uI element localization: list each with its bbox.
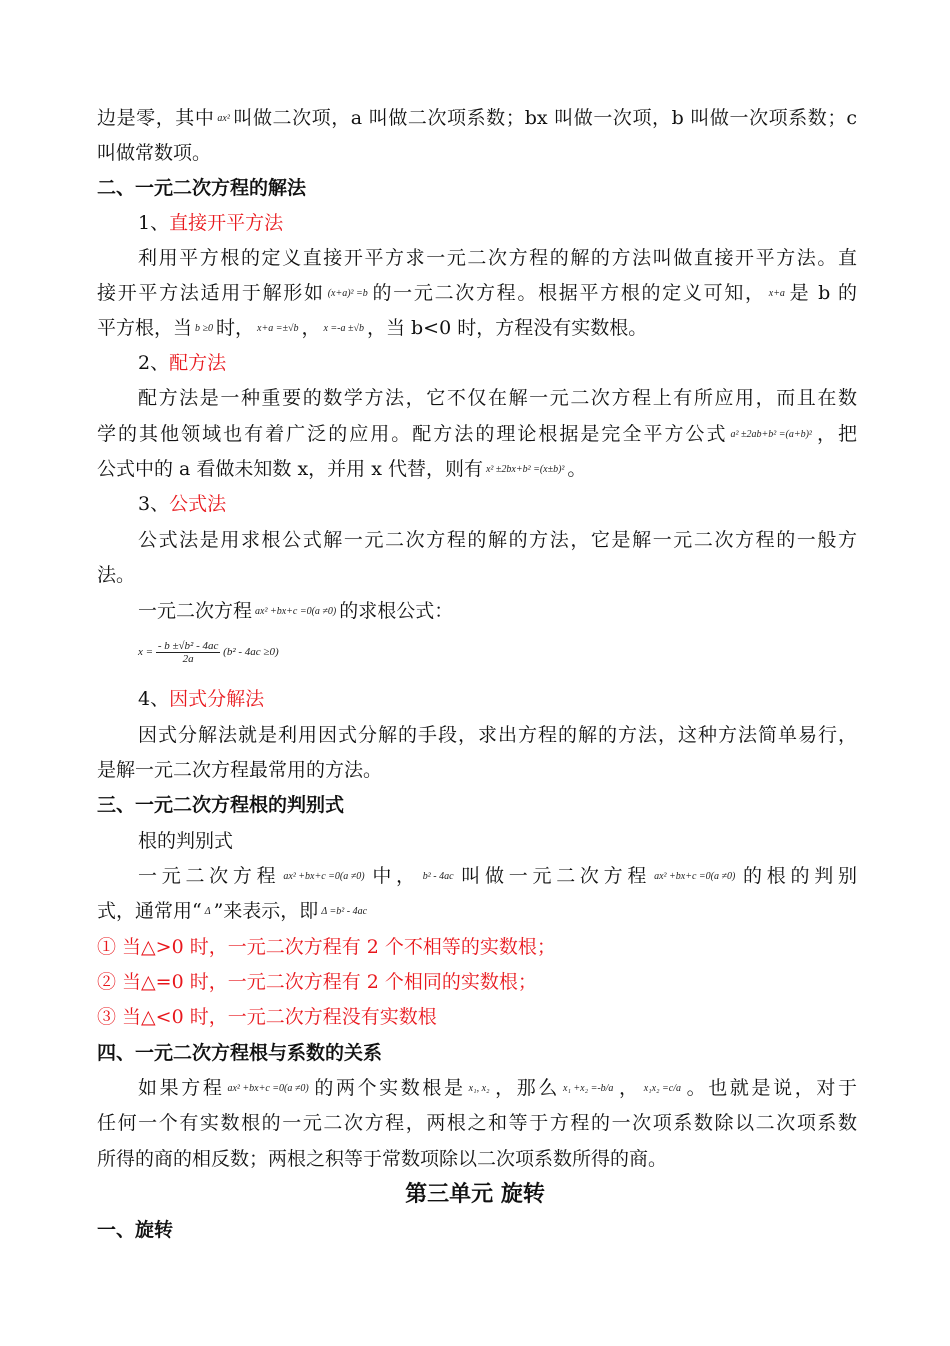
discriminant-case-1: ① 当△>0 时，一元二次方程有 2 个不相等的实数根； [97,936,556,958]
quadratic-formula: x = $\frac{\text{- b ±√b² - 4ac}}{2a}$ (b² - 4ac ≥0) [138,640,279,665]
discriminant-case-2: ② 当△=0 时，一元二次方程有 2 个相同的实数根； [97,971,537,993]
paragraph-line: 利用平方根的定义直接开平方求一元二次方程的解的方法叫做直接开平方法。直 [138,247,857,269]
formula-fraction: $\frac{\text{- b ±√b² - 4ac}}{2a}$ [157,640,219,665]
paragraph-line: 学的其他领域也有着广泛的应用。配方法的理论根据是完全平方公式 a² ±2ab+b² =(a+b)² ，把 [97,423,857,445]
paragraph-line: 任何一个有实数根的一元二次方程，两根之和等于方程的一次项系数除以二次项系数 [97,1112,857,1134]
paragraph-line: 叫做常数项。 [97,142,212,164]
paragraph-line: 边是零，其中 ax² 叫做二次项，a 叫做二次项系数；bx 叫做一次项，b 叫做一次项系数；c [97,105,857,131]
section-heading: 二、一元二次方程的解法 [97,177,307,199]
paragraph-line: 一元二次方程 ax² +bx+c =0(a ≠0) 的求根公式： [138,600,454,622]
paragraph-line: 接开平方法适用于解形如 (x+a)² =b 的一元二次方程。根据平方根的定义可知， x+a 是 b 的 [97,282,857,304]
paragraph-line: 所得的商的相反数；两根之积等于常数项除以二次项系数所得的商。 [97,1148,668,1170]
section-heading: 一、旋转 [97,1219,174,1241]
paragraph-line: 是解一元二次方程最常用的方法。 [97,759,383,781]
subsection-heading: 2、配方法 [138,352,227,374]
paragraph-line: 公式法是用求根公式解一元二次方程的解的方法，它是解一元二次方程的一般方 [138,529,857,551]
section-heading: 三、一元二次方程根的判别式 [97,794,345,816]
subsection-heading: 1、直接开平方法 [138,212,284,234]
paragraph-line: 如果方程 ax² +bx+c =0(a ≠0) 的两个实数根是 x₁, x₂ ，那么 x₁ +x₂ =-b/a ， x₁x₂ =c/a 。也就是说，对于 [138,1077,857,1099]
paragraph-line: 根的判别式 [138,830,234,852]
paragraph-line: 一元二次方程 ax² +bx+c =0(a ≠0) 中， b² - 4ac 叫做一元二次方程 ax² +bx+c =0(a ≠0) 的根的判别 [138,865,857,887]
subsection-heading: 4、因式分解法 [138,688,265,710]
discriminant-case-3: ③ 当△<0 时，一元二次方程没有实数根 [97,1006,437,1028]
paragraph-line: 配方法是一种重要的数学方法，它不仅在解一元二次方程上有所应用，而且在数 [138,387,857,409]
paragraph-line: 因式分解法就是利用因式分解的手段，求出方程的解的方法，这种方法简单易行， [138,724,857,746]
math-inline: ax² [217,113,230,124]
paragraph-line: 式，通常用“ Δ ”来表示，即 Δ =b² - 4ac [97,900,368,922]
paragraph-line: 法。 [97,564,136,586]
unit-title: 第三单元 旋转 [405,1182,545,1207]
paragraph-line: 平方根，当 b ≥0 时， x+a =±√b ， x =-a ±√b ，当 b<0 时，方程没有实数根。 [97,317,648,339]
subsection-heading: 3、公式法 [138,493,227,515]
section-heading: 四、一元二次方程根与系数的关系 [97,1042,383,1064]
paragraph-line: 公式中的 a 看做未知数 x，并用 x 代替，则有 x² ±2bx+b² =(x±b)² 。 [97,458,587,480]
